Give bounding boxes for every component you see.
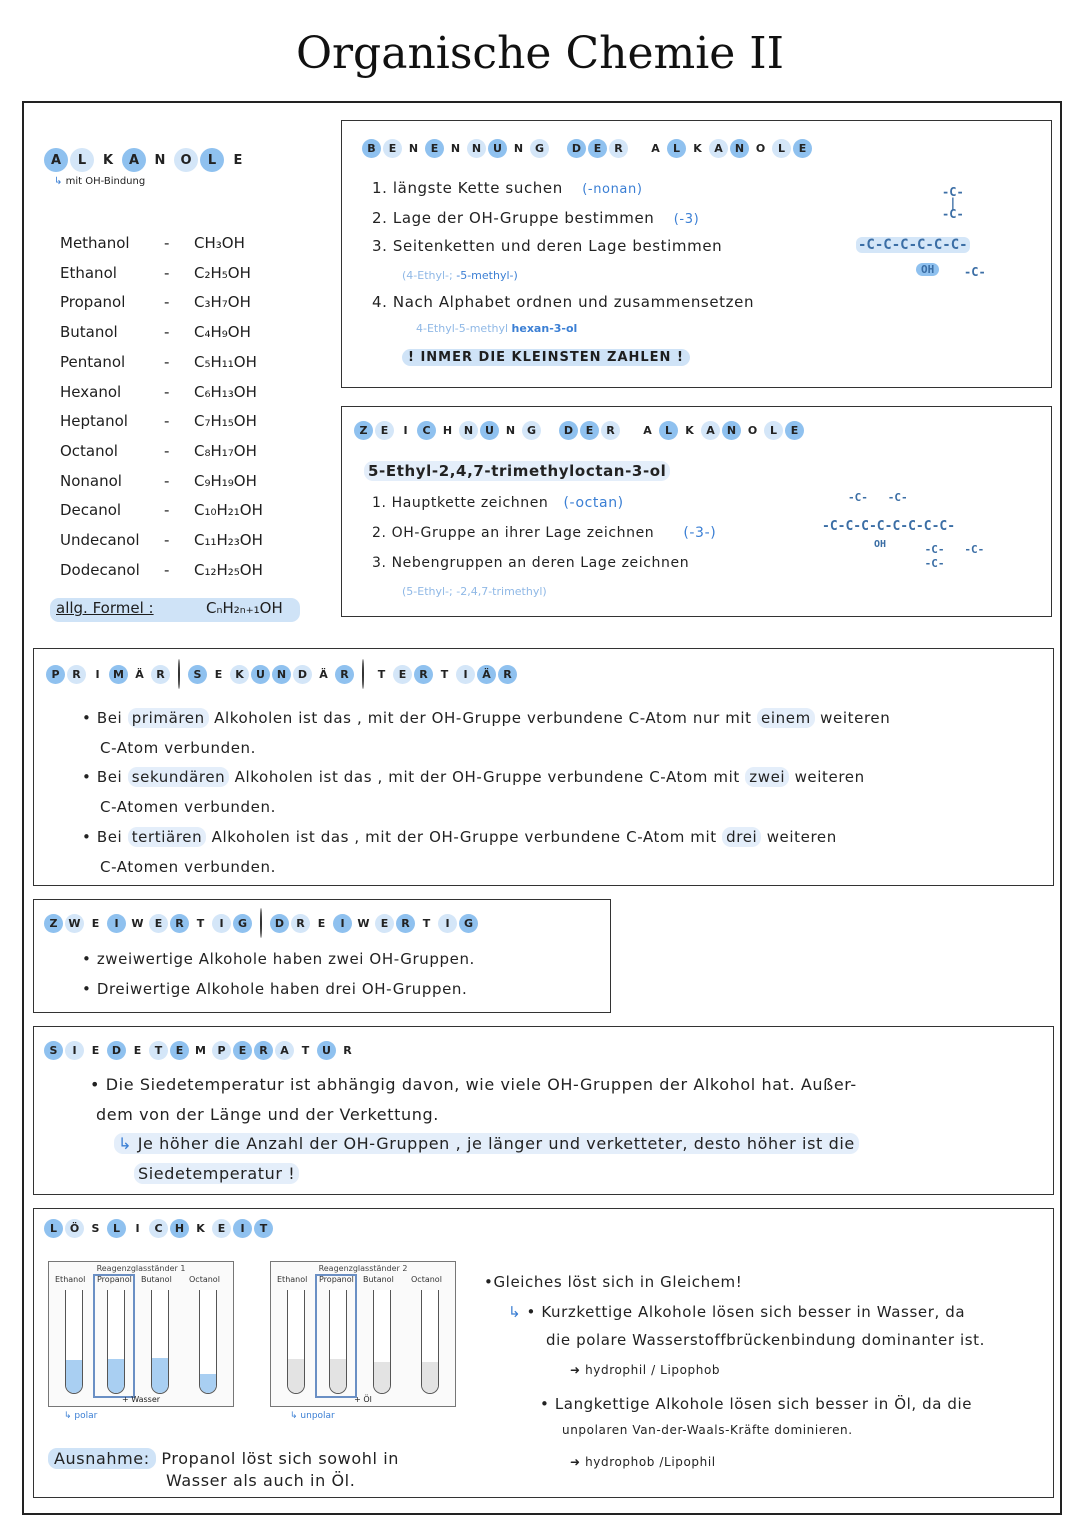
heading-letter: C bbox=[417, 421, 436, 440]
heading-letter: N bbox=[272, 665, 291, 684]
heading-letter: E bbox=[383, 139, 402, 158]
alkanol-name: Decanol bbox=[60, 501, 122, 520]
tube-label: Propanol bbox=[97, 1275, 132, 1284]
heading-letter: D bbox=[270, 914, 289, 933]
primaer-bullet-2: • Bei sekundären Alkoholen ist das , mit der OH-Gruppe verbundene C-Atom mit zwei weiteren bbox=[82, 768, 865, 786]
heading-letter: L bbox=[107, 1219, 126, 1238]
alkanol-dash: - bbox=[164, 382, 170, 401]
heading-letter: C bbox=[149, 1219, 168, 1238]
heading-letter: T bbox=[254, 1219, 273, 1238]
alkanol-row bbox=[60, 293, 300, 315]
heading-letter: R bbox=[609, 139, 628, 158]
heading-gap bbox=[551, 139, 565, 158]
heading-letter: E bbox=[785, 421, 804, 440]
heading-letter: N bbox=[459, 421, 478, 440]
tube-label: Ethanol bbox=[277, 1275, 308, 1284]
tube-liquid bbox=[288, 1359, 304, 1393]
test-tube-rack-2: Reagenzglasständer 2 Ethanol Propanol Butanol Octanol + Öl bbox=[270, 1261, 456, 1407]
benennung-step-2-note: (-3) bbox=[673, 212, 700, 227]
primaer-bullet-1-line-2: C-Atom verbunden. bbox=[100, 739, 257, 757]
heading-letter: E bbox=[133, 1044, 142, 1057]
exception-line-2: Wasser als auch in Öl. bbox=[166, 1471, 356, 1490]
heading-letter: L bbox=[659, 421, 678, 440]
heading-letter: M bbox=[195, 1044, 206, 1057]
heading-letter: Z bbox=[354, 421, 373, 440]
benennung-box bbox=[341, 120, 1052, 388]
heading-letter: T bbox=[440, 667, 449, 681]
heading-letter: T bbox=[196, 916, 205, 930]
heading-letter: I bbox=[403, 424, 408, 437]
benennung-heading bbox=[362, 139, 812, 158]
alkanol-name: Propanol bbox=[60, 293, 126, 312]
rack-1-bottom-label: + Wasser bbox=[121, 1395, 161, 1404]
wertig-line-2: • Dreiwertige Alkohole haben drei OH-Gruppen. bbox=[82, 980, 468, 998]
siede-line-4: Siedetemperatur ! bbox=[134, 1163, 299, 1184]
arrow-right-icon: ➜ bbox=[570, 1455, 581, 1469]
alkanol-name: Hexanol bbox=[60, 382, 122, 401]
heading-letter: T bbox=[422, 916, 431, 930]
alkanol-dash: - bbox=[164, 234, 170, 252]
heading-letter: E bbox=[91, 916, 100, 930]
heading-letter: P bbox=[46, 665, 65, 684]
loeslich-r1: •Gleiches löst sich in Gleichem! bbox=[484, 1273, 743, 1291]
heading-letter: H bbox=[170, 1219, 189, 1238]
heading-letter: T bbox=[149, 1041, 168, 1060]
main-chain: -C-C-C-C-C-C-C-C- bbox=[822, 519, 956, 534]
heading-letter: E bbox=[793, 139, 812, 158]
main-chain: -C-C-C-C-C-C- bbox=[858, 237, 968, 253]
tube-liquid bbox=[374, 1362, 390, 1393]
heading-letter: I bbox=[107, 914, 126, 933]
alkanol-formula: C₃H₇OH bbox=[194, 293, 251, 312]
alkanol-row bbox=[60, 234, 300, 256]
loeslich-r6: unpolaren Van-der-Waals-Kräfte dominieren. bbox=[562, 1423, 853, 1437]
branch-bottom: -C- bbox=[964, 265, 986, 279]
wertig-heading bbox=[44, 908, 478, 938]
page-title: Organische Chemie II bbox=[295, 28, 785, 79]
alkanol-row bbox=[60, 442, 300, 464]
heading-letter: G bbox=[530, 139, 549, 158]
tube-label: Octanol bbox=[411, 1275, 442, 1284]
heading-letter: E bbox=[212, 1219, 231, 1238]
alkanol-formula: C₂H₅OH bbox=[194, 263, 251, 282]
alkanol-formula: C₈H₁₇OH bbox=[194, 441, 257, 460]
alkanol-row bbox=[60, 323, 300, 345]
heading-letter: P bbox=[212, 1041, 231, 1060]
heading-gap bbox=[622, 421, 636, 440]
heading-letter: Z bbox=[44, 914, 63, 933]
heading-letter: N bbox=[408, 142, 419, 155]
benennung-rule: ! INMER DIE KLEINSTEN ZAHLEN ! bbox=[402, 349, 690, 366]
heading-letter: I bbox=[212, 914, 231, 933]
heading-letter: R bbox=[254, 1041, 273, 1060]
heading-letter: I bbox=[95, 667, 100, 681]
alkanol-name: Methanol bbox=[60, 234, 130, 252]
heading-letter: B bbox=[362, 139, 381, 158]
heading-letter: E bbox=[91, 1044, 100, 1057]
methyl-top: -C- -C- bbox=[848, 491, 908, 504]
heading-letter: Ö bbox=[65, 1219, 84, 1238]
heading-letter: E bbox=[375, 914, 394, 933]
heading-letter: R bbox=[498, 665, 517, 684]
heading-letter: K bbox=[685, 424, 694, 437]
heading-letter: H bbox=[442, 424, 453, 437]
return-arrow-icon: ↳ bbox=[118, 1134, 133, 1153]
heading-letter: L bbox=[44, 1219, 63, 1238]
alkanol-dash: - bbox=[164, 352, 170, 371]
alkanol-row bbox=[60, 412, 300, 434]
test-tube-rack-1: Reagenzglasständer 1 Ethanol Propanol Butanol Octanol + Wasser bbox=[48, 1261, 234, 1407]
heading-letter: R bbox=[291, 914, 310, 933]
heading-letter: N bbox=[467, 139, 486, 158]
heading-letter: O bbox=[747, 424, 758, 437]
heading-letter: E bbox=[393, 665, 412, 684]
heading-letter: I bbox=[456, 665, 475, 684]
heading-letter: D bbox=[559, 421, 578, 440]
tube-liquid bbox=[422, 1362, 438, 1393]
heading-letter: W bbox=[357, 916, 370, 930]
benennung-structure bbox=[856, 187, 1036, 297]
alkanol-name: Pentanol bbox=[60, 352, 126, 371]
tube-label: Butanol bbox=[141, 1275, 172, 1284]
heading-letter: K bbox=[693, 142, 702, 155]
heading-letter: G bbox=[522, 421, 541, 440]
alkanol-dash: - bbox=[164, 560, 170, 579]
siede-line-3: ↳ Je höher die Anzahl der OH-Gruppen , je länger und verketteter, desto höher ist die bbox=[114, 1133, 859, 1154]
heading-letter: N bbox=[154, 152, 166, 168]
alkanol-row bbox=[60, 264, 300, 286]
heading-letter: E bbox=[149, 914, 168, 933]
heading-divider bbox=[178, 659, 180, 689]
alkanol-formula: CH₃OH bbox=[194, 234, 245, 252]
benennung-step-2: 2. Lage der OH-Gruppe bestimmen (-3) bbox=[372, 209, 700, 227]
heading-letter: W bbox=[65, 914, 84, 933]
heading-letter: L bbox=[70, 148, 94, 172]
test-tube bbox=[199, 1290, 217, 1394]
alkanol-row bbox=[60, 353, 300, 375]
heading-letter: R bbox=[396, 914, 415, 933]
heading-letter: D bbox=[567, 139, 586, 158]
test-tube bbox=[373, 1290, 391, 1394]
alkanol-formula: C₅H₁₁OH bbox=[194, 352, 257, 371]
heading-letter: A bbox=[122, 148, 146, 172]
heading-letter: A bbox=[651, 142, 660, 155]
siede-heading bbox=[44, 1041, 357, 1060]
heading-letter: S bbox=[44, 1041, 63, 1060]
arrow-right-icon: ➜ bbox=[570, 1363, 581, 1377]
benennung-example: 4-Ethyl-5-methyl hexan-3-ol bbox=[416, 322, 578, 335]
heading-letter: I bbox=[233, 1219, 252, 1238]
alkanol-dash: - bbox=[164, 531, 170, 549]
zeichnung-step-3-note: (5-Ethyl-; -2,4,7-trimethyl) bbox=[402, 585, 547, 598]
alkanol-row bbox=[60, 531, 300, 553]
heading-gap bbox=[543, 421, 557, 440]
heading-letter: G bbox=[233, 914, 252, 933]
heading-letter: E bbox=[580, 421, 599, 440]
heading-letter: O bbox=[755, 142, 766, 155]
heading-letter: N bbox=[730, 139, 749, 158]
heading-gap bbox=[630, 139, 644, 158]
side-groups: -C- -C- -C- bbox=[918, 543, 985, 570]
branch-top: -C- | -C- bbox=[942, 185, 964, 221]
heading-letter: U bbox=[251, 665, 270, 684]
alkanol-dash: - bbox=[164, 471, 170, 490]
propanol-highlight bbox=[93, 1274, 135, 1398]
test-tube bbox=[287, 1290, 305, 1394]
heading-letter: A bbox=[643, 424, 652, 437]
heading-letter: A bbox=[709, 139, 728, 158]
heading-letter: W bbox=[131, 916, 144, 930]
heading-letter: Ä bbox=[135, 667, 144, 681]
zeichnung-step-3: 3. Nebengruppen an deren Lage zeichnen bbox=[372, 555, 690, 571]
heading-letter: E bbox=[233, 152, 243, 168]
loeslich-r5: • Langkettige Alkohole lösen sich besser in Öl, da die bbox=[540, 1395, 973, 1413]
rack-2-bottom-label: + Öl bbox=[354, 1395, 372, 1404]
alkanol-dash: - bbox=[164, 441, 170, 460]
heading-letter: E bbox=[425, 139, 444, 158]
loeslich-r7: ➜ hydrophob /Lipophil bbox=[570, 1455, 716, 1469]
alkanole-section bbox=[44, 148, 250, 187]
alkanol-name: Butanol bbox=[60, 323, 118, 342]
zeichnung-example-name: 5-Ethyl-2,4,7-trimethyloctan-3-ol bbox=[364, 461, 670, 481]
siede-line-1: • Die Siedetemperatur ist abhängig davon, wie viele OH-Gruppen der Alkohol hat. Außer- bbox=[90, 1075, 857, 1094]
heading-divider bbox=[260, 908, 262, 938]
primaer-heading bbox=[46, 659, 517, 689]
benennung-step-3-note: (4-Ethyl-; -5-methyl-) bbox=[402, 269, 518, 282]
benennung-step-1-note: (-nonan) bbox=[582, 182, 643, 197]
heading-letter: E bbox=[588, 139, 607, 158]
heading-letter: E bbox=[214, 667, 223, 681]
zeichnung-step-1: 1. Hauptkette zeichnen (-octan) bbox=[372, 495, 624, 511]
alkanol-formula: C₇H₁₅OH bbox=[194, 412, 257, 431]
benennung-step-1: 1. längste Kette suchen (-nonan) bbox=[372, 179, 643, 197]
alkanole-subnote: ↳ mit OH-Bindung bbox=[54, 176, 146, 187]
alkanol-name: Nonanol bbox=[60, 471, 122, 490]
heading-letter: I bbox=[438, 914, 457, 933]
heading-letter: I bbox=[65, 1041, 84, 1060]
heading-letter: S bbox=[91, 1222, 100, 1235]
heading-letter: M bbox=[109, 665, 128, 684]
general-formula-value: CₙH₂ₙ₊₁OH bbox=[206, 599, 283, 617]
primaer-bullet-3-line-2: C-Atomen verbunden. bbox=[100, 858, 276, 876]
primaer-bullet-2-line-2: C-Atomen verbunden. bbox=[100, 798, 276, 816]
heading-letter: O bbox=[174, 148, 198, 172]
heading-letter: N bbox=[505, 424, 516, 437]
heading-letter: R bbox=[67, 665, 86, 684]
heading-letter: R bbox=[151, 665, 170, 684]
heading-letter: Ä bbox=[319, 667, 328, 681]
alkanol-name: Undecanol bbox=[60, 531, 140, 549]
heading-letter: T bbox=[377, 667, 386, 681]
tube-label: Butanol bbox=[363, 1275, 394, 1284]
benennung-step-4: 4. Nach Alphabet ordnen und zusammensetzen bbox=[372, 293, 755, 311]
heading-letter: U bbox=[317, 1041, 336, 1060]
alkanol-row bbox=[60, 472, 300, 494]
alkanol-formula: C₁₀H₂₁OH bbox=[194, 501, 263, 520]
loeslich-box bbox=[33, 1208, 1054, 1498]
heading-divider bbox=[362, 659, 364, 689]
propanol-highlight bbox=[315, 1274, 357, 1398]
alkanol-dash: - bbox=[164, 263, 170, 282]
alkanol-name: Heptanol bbox=[60, 412, 128, 431]
tube-label: Octanol bbox=[189, 1275, 220, 1284]
rack-1-note: ↳ polar bbox=[64, 1411, 98, 1421]
loeslich-r3: die polare Wasserstoffbrückenbindung dominanter ist. bbox=[546, 1331, 986, 1349]
heading-letter: D bbox=[107, 1041, 126, 1060]
alkanol-name: Octanol bbox=[60, 441, 118, 460]
alkanol-row bbox=[60, 501, 300, 523]
return-arrow-icon: ↳ bbox=[508, 1303, 522, 1321]
heading-letter: R bbox=[335, 665, 354, 684]
heading-letter: E bbox=[317, 916, 326, 930]
test-tube bbox=[65, 1290, 83, 1394]
alkanol-formula: C₄H₉OH bbox=[194, 323, 251, 342]
alkanol-dash: - bbox=[164, 412, 170, 431]
heading-letter: R bbox=[414, 665, 433, 684]
zeichnung-step-2: 2. OH-Gruppe an ihrer Lage zeichnen (-3-) bbox=[372, 525, 717, 541]
primaer-bullet-1: • Bei primären Alkoholen ist das , mit der OH-Gruppe verbundene C-Atom nur mit einem weiteren bbox=[82, 709, 891, 727]
heading-letter: L bbox=[772, 139, 791, 158]
heading-letter: N bbox=[513, 142, 524, 155]
tube-liquid bbox=[200, 1374, 216, 1393]
heading-letter: R bbox=[601, 421, 620, 440]
heading-letter: I bbox=[135, 1222, 140, 1235]
alkanol-row bbox=[60, 561, 300, 583]
heading-letter: Ä bbox=[477, 665, 496, 684]
heading-letter: N bbox=[450, 142, 461, 155]
exception: Ausnahme: Propanol löst sich sowohl in bbox=[48, 1449, 399, 1468]
loeslich-r2: ↳ • Kurzkettige Alkohole lösen sich besser in Wasser, da bbox=[508, 1303, 966, 1321]
primaer-box bbox=[33, 648, 1054, 886]
zeichnung-heading bbox=[354, 421, 804, 440]
heading-letter: T bbox=[301, 1044, 310, 1057]
heading-letter: E bbox=[170, 1041, 189, 1060]
heading-letter: I bbox=[333, 914, 352, 933]
alkanol-name: Dodecanol bbox=[60, 560, 140, 579]
heading-letter: G bbox=[459, 914, 478, 933]
heading-letter: K bbox=[102, 152, 114, 168]
loeslich-heading bbox=[44, 1219, 273, 1238]
heading-letter: L bbox=[667, 139, 686, 158]
heading-letter: E bbox=[375, 421, 394, 440]
loeslich-r4: ➜ hydrophil / Lipophob bbox=[570, 1363, 721, 1377]
alkanol-formula: C₁₁H₂₃OH bbox=[194, 531, 263, 549]
zeichnung-structure bbox=[822, 491, 1022, 591]
heading-letter: S bbox=[188, 665, 207, 684]
alkanole-heading bbox=[44, 148, 250, 172]
heading-letter: N bbox=[722, 421, 741, 440]
alkanol-name: Ethanol bbox=[60, 263, 117, 282]
wertig-line-1: • zweiwertige Alkohole haben zwei OH-Gruppen. bbox=[82, 950, 475, 968]
heading-letter: E bbox=[233, 1041, 252, 1060]
alkanol-dash: - bbox=[164, 323, 170, 342]
test-tube bbox=[151, 1290, 169, 1394]
heading-letter: D bbox=[293, 665, 312, 684]
primaer-bullet-3: • Bei tertiären Alkoholen ist das , mit der OH-Gruppe verbundene C-Atom mit drei weiteren bbox=[82, 828, 837, 846]
heading-letter: U bbox=[480, 421, 499, 440]
general-formula bbox=[50, 598, 300, 622]
general-formula-label: allg. Formel : bbox=[56, 599, 154, 617]
return-arrow-icon: ↳ bbox=[54, 176, 63, 187]
heading-letter: L bbox=[200, 148, 224, 172]
tube-label: Ethanol bbox=[55, 1275, 86, 1284]
rack-2-note: ↳ unpolar bbox=[290, 1411, 335, 1421]
siede-line-2: dem von der Länge und der Verkettung. bbox=[96, 1105, 439, 1124]
alkanol-formula: C₁₂H₂₅OH bbox=[194, 560, 263, 579]
alkanol-row bbox=[60, 383, 300, 405]
wertig-box bbox=[33, 899, 611, 1013]
heading-letter: K bbox=[196, 1222, 205, 1235]
heading-letter: U bbox=[488, 139, 507, 158]
tube-label: Propanol bbox=[319, 1275, 354, 1284]
heading-letter: R bbox=[170, 914, 189, 933]
siede-box bbox=[33, 1026, 1054, 1195]
tube-liquid bbox=[152, 1358, 168, 1393]
alkanol-formula: C₆H₁₃OH bbox=[194, 382, 257, 401]
zeichnung-box bbox=[341, 406, 1052, 617]
oh-group: OH bbox=[874, 539, 887, 550]
heading-letter: A bbox=[701, 421, 720, 440]
test-tube bbox=[421, 1290, 439, 1394]
alkanol-dash: - bbox=[164, 501, 170, 520]
heading-letter: A bbox=[275, 1041, 294, 1060]
heading-letter: L bbox=[764, 421, 783, 440]
heading-letter: K bbox=[230, 665, 249, 684]
alkanol-dash: - bbox=[164, 293, 170, 312]
heading-letter: A bbox=[44, 148, 68, 172]
tube-liquid bbox=[66, 1360, 82, 1393]
alkanol-formula: C₉H₁₉OH bbox=[194, 471, 257, 490]
oh-group: OH bbox=[916, 263, 939, 276]
heading-letter: R bbox=[343, 1044, 352, 1057]
benennung-step-3: 3. Seitenketten und deren Lage bestimmen bbox=[372, 237, 723, 255]
